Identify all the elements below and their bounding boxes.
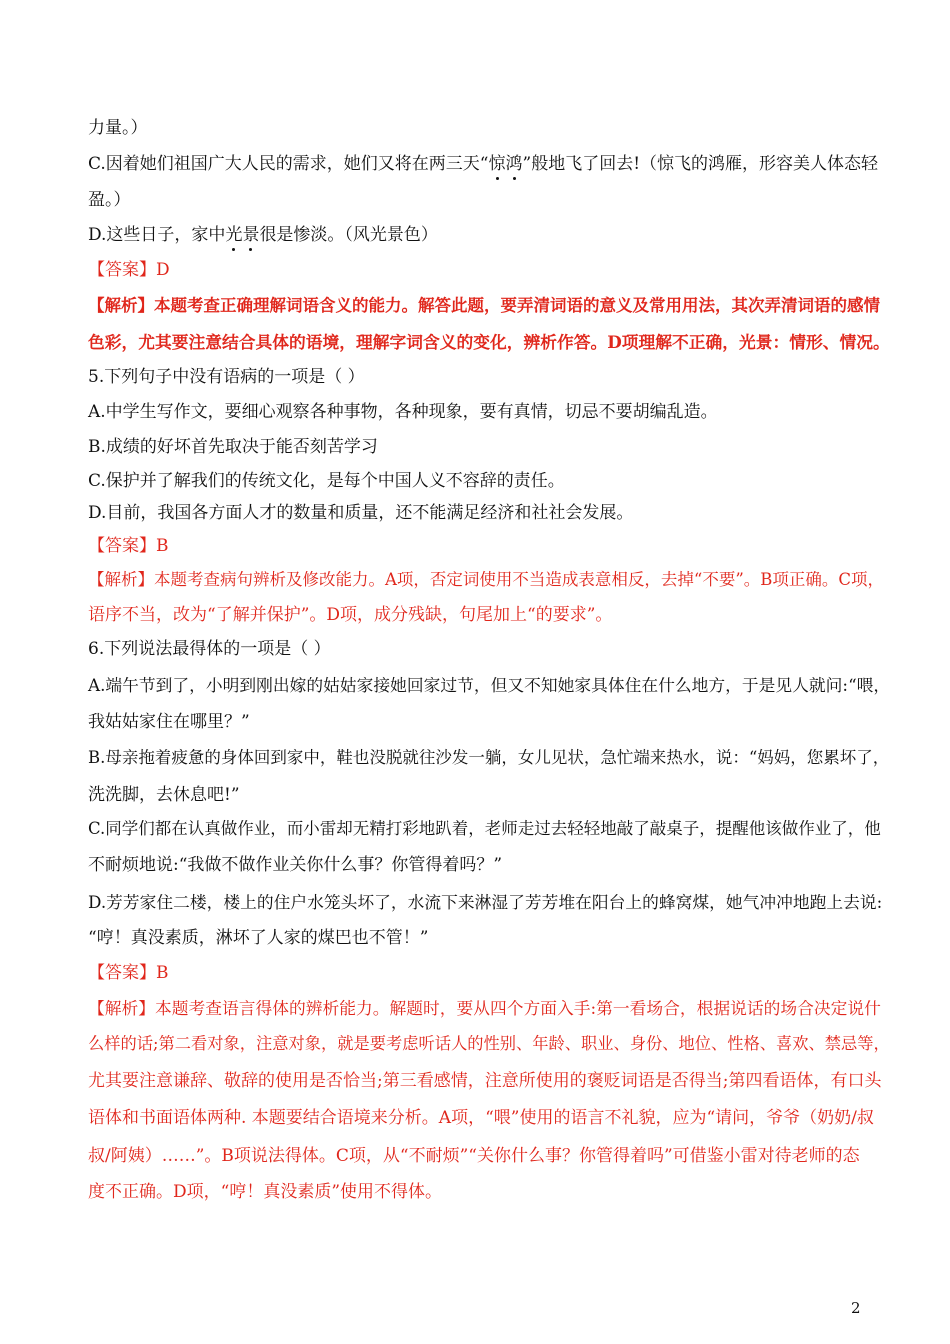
q6-analysis-line3: 尤其要注意谦辞、敬辞的使用是否恰当;第三看感情，注意所使用的褒贬词语是否得当;第四看语体，有口头: [88, 1071, 882, 1091]
q5-option-a: A.中学生写作文，要细心观察各种事物，各种现象，要有真情，切忌不要胡编乱造。: [88, 402, 718, 422]
q6-answer: 【答案】B: [88, 963, 169, 983]
q6-option-b-line2: 洗洗脚，去休息吧!”: [88, 785, 240, 805]
q5-option-b: B.成绩的好坏首先取决于能否刻苦学习: [88, 437, 378, 457]
q4-option-d: D.这些日子，家中光景很是惨淡。（风光景色）: [88, 225, 438, 245]
q5-option-d: D.目前，我国各方面人才的数量和质量，还不能满足经济和社社会发展。: [88, 503, 634, 523]
q6-analysis-line6: 度不正确。D项，“哼！真没素质”使用不得体。: [88, 1182, 443, 1202]
q4-analysis-line2: 色彩，尤其要注意结合具体的语境，理解字词含义的变化，辨析作答。D项理解不正确，光景：情形、情况。: [88, 332, 890, 352]
q6-option-c-line2: 不耐烦地说:“我做不做作业关你什么事？你管得着吗？”: [88, 855, 503, 875]
q6-analysis-line1: 【解析】本题考查语言得体的辨析能力。解题时，要从四个方面入手:第一看场合，根据说话的场合决定说什: [88, 998, 881, 1018]
q6-option-a-line2: 我姑姑家住在哪里？”: [88, 712, 250, 732]
q6-analysis-line4: 语体和书面语体两种. 本题要结合语境来分析。A项，“喂”使用的语言不礼貌，应为“请问，爷爷（奶奶/叔: [88, 1108, 874, 1128]
q6-option-a-line1: A.端午节到了，小明到刚出嫁的姑姑家接她回家过节，但又不知她家具体住在什么地方，于是见人就问:“喂，: [88, 675, 891, 695]
q5-answer: 【答案】B: [88, 536, 169, 556]
q5-stem: 5.下列句子中没有语病的一项是（ ）: [88, 367, 365, 387]
q6-option-d-line1: D.芳芳家住二楼，楼上的住户水笼头坏了，水流下来淋湿了芳芳堆在阳台上的蜂窝煤，她气冲冲地跑上去说:: [88, 892, 883, 912]
q6-option-c-line1: C.同学们都在认真做作业，而小雷却无精打彩地趴着，老师走过去轻轻地敲了敲桌子，提醒他该做作业了，他: [88, 819, 881, 838]
q6-analysis-line2: 么样的话;第二看对象，注意对象，就是要考虑听话人的性别、年龄、职业、身份、地位、性格、喜欢、禁忌等，: [88, 1034, 890, 1053]
q4-analysis-line1: 【解析】本题考查正确理解词语含义的能力。解答此题，要弄清词语的意义及常用用法，其次弄清词语的感情: [88, 296, 880, 315]
q5-analysis-line1: 【解析】本题考查病句辨析及修改能力。A项，否定词使用不当造成表意相反，去掉“不要”。B项正确。C项，: [88, 570, 885, 589]
q4-answer: 【答案】D: [88, 260, 170, 280]
q6-option-b-line1: B.母亲拖着疲惫的身体回到家中，鞋也没脱就往沙发一躺，女儿见状，急忙端来热水，说：“妈妈，您累坏了，: [88, 748, 890, 767]
q5-analysis-line2: 语序不当，改为“了解并保护”。D项，成分残缺，句尾加上“的要求”。: [88, 605, 613, 625]
q4-option-c: C.因着她们祖国广大人民的需求，她们又将在两三天“惊鸿”般地飞了回去!（惊飞的鸿雁，形容美人体态轻: [88, 154, 879, 174]
q6-analysis-line5: 叔/阿姨）……”。B项说法得体。C项，从“不耐烦”“关你什么事？你管得着吗”可借鉴小雷对待老师的态: [88, 1146, 860, 1166]
q6-option-d-line2: “哼！真没素质，淋坏了人家的煤巴也不管！”: [88, 928, 429, 948]
q5-option-c: C.保护并了解我们的传统文化，是每个中国人义不容辞的责任。: [88, 471, 565, 491]
q4-option-c-tail: 盈。）: [88, 190, 131, 210]
page-number: 2: [851, 1299, 861, 1317]
q4-option-b-tail: 力量。）: [88, 118, 148, 138]
q6-stem: 6.下列说法最得体的一项是（ ）: [88, 639, 331, 659]
